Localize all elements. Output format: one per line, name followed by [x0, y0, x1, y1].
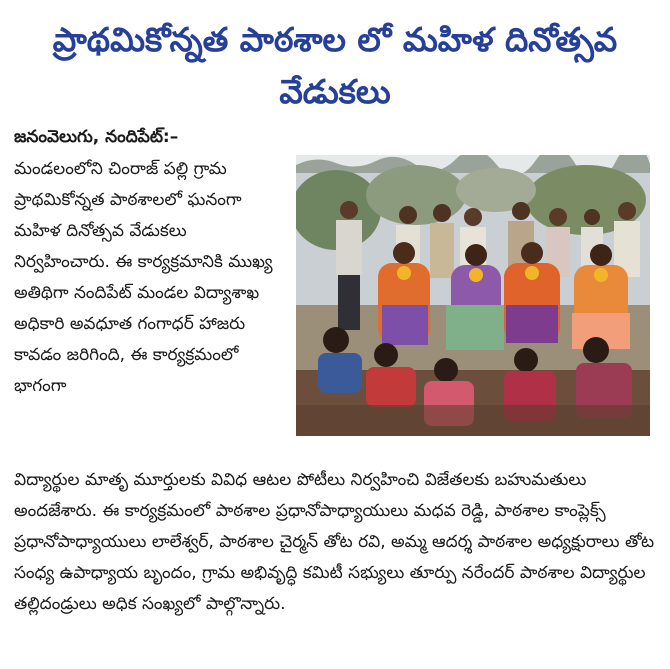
event-photo: [296, 155, 650, 436]
article-column-text: [14, 154, 284, 402]
article-full-width-text: [14, 465, 660, 620]
column-paragraph: మండలంలోని చింరాజ్ పల్లి గ్రామ ప్రాథమికోన్నత పాఠశాలలో ఘనంగా మహిళ దినోత్సవ వేడుకలు నిర్వహించారు. ఈ కార్యక్రమానికి ముఖ్య అతిథిగా నందిపేట్ మండల విద్యాశాఖ అధికారి అవధూత గంగాధర్ హాజరు కావడం జరిగింది, ఈ కార్యక్రమంలో భాగంగా: [14, 159, 273, 396]
headline: ప్రాథమికోన్నత పాఠశాల లో మహిళ దినోత్సవ వేడుకలు: [52, 20, 618, 111]
dateline: జనంవెలుగు, నందిపేట్:–: [14, 127, 179, 147]
full-paragraph: విద్యార్థుల మాతృ మూర్తులకు వివిధ ఆటల పోటీలు నిర్వహించి విజేతలకు బహుమతులు అందజేశారు. ఈ కార్యక్రమంలో పాఠశాల ప్రధానోపాధ్యాయులు మధవ రెడ్డి, పాఠశాల కాంప్లెక్స్ ప్రధానోపాధ్యాయులు లాలేశ్వర్, పాఠశాల చైర్మన్ తోట రవి, అమ్మ ఆదర్శ పాఠశాల అధ్యక్షురాలు తోట సంధ్య ఉపాధ్యాయ బృందం, గ్రామ అభివృద్ధి కమిటీ సభ్యులు తూర్పు నరేందర్ పాఠశాల విద్యార్థుల తల్లిదండ్రులు అధిక సంఖ్యలో పాల్గొన్నారు.: [14, 470, 655, 614]
